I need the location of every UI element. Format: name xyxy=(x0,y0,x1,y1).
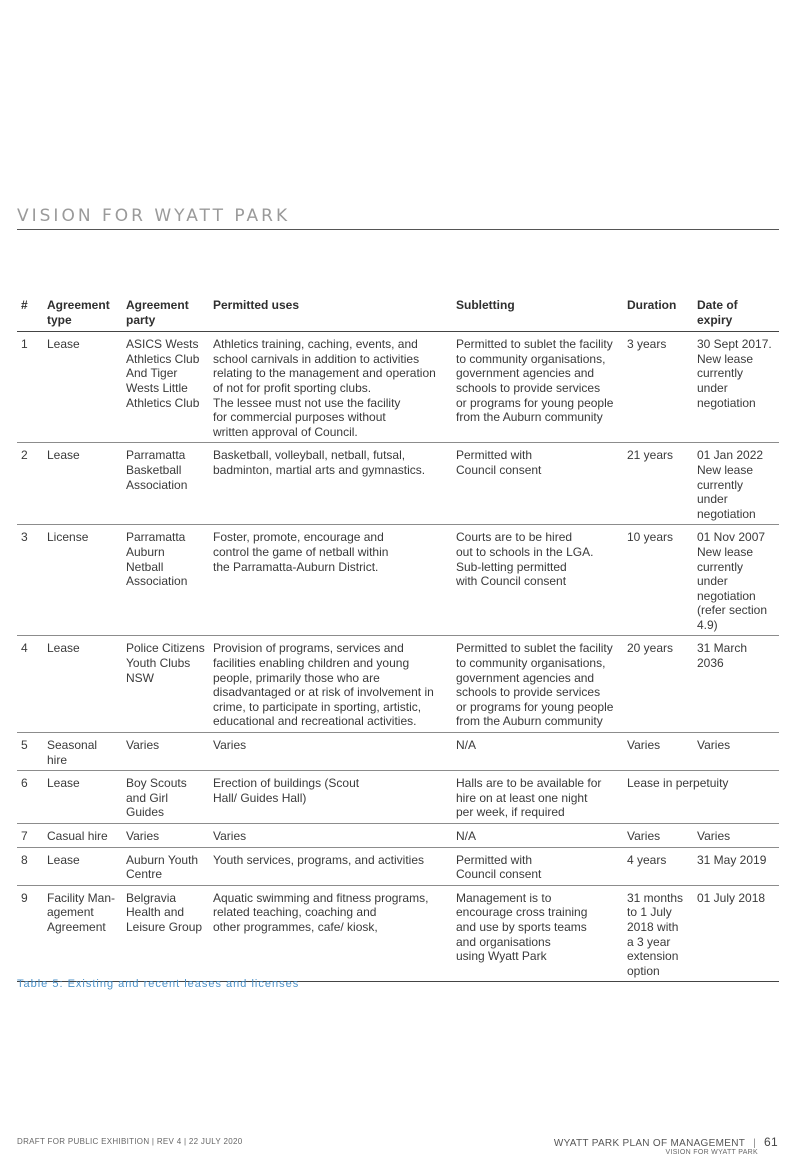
cell-agreement-type: Lease xyxy=(43,443,122,525)
cell-date-of-expiry: 31 March 2036 xyxy=(693,636,779,733)
cell-subletting: Courts are to be hired out to schools in the LGA. Sub-letting permitted with Council consent xyxy=(452,525,623,636)
cell-date-of-expiry: 01 Jan 2022 New lease currently under negotiation xyxy=(693,443,779,525)
cell-agreement-type: Lease xyxy=(43,636,122,733)
header-date-of-expiry xyxy=(693,296,779,332)
header-subletting-label: Subletting xyxy=(456,298,515,312)
cell-number: 6 xyxy=(17,771,43,824)
leases-table xyxy=(17,296,779,982)
header-agreement-party-label: Agreement party xyxy=(126,298,189,327)
footer-doc-title: WYATT PARK PLAN OF MANAGEMENT xyxy=(553,1138,746,1149)
header-permitted-uses-label: Permitted uses xyxy=(213,298,300,312)
cell-date-of-expiry: Varies xyxy=(693,733,779,771)
table-row xyxy=(17,847,779,885)
cell-permitted-uses: Youth services, programs, and activities xyxy=(209,847,452,885)
header-duration xyxy=(623,296,693,332)
cell-number: 9 xyxy=(17,885,43,982)
header-duration-label: Duration xyxy=(627,298,677,312)
cell-permitted-uses: Erection of buildings (Scout Hall/ Guides Hall) xyxy=(209,771,452,824)
cell-agreement-party: Parramatta Basketball Association xyxy=(122,443,209,525)
cell-date-of-expiry: 30 Sept 2017. New lease currently under negotiation xyxy=(693,332,779,443)
cell-agreement-party: Boy Scouts and Girl Guides xyxy=(122,771,209,824)
header-number-label: # xyxy=(21,298,28,312)
cell-duration: 20 years xyxy=(623,636,693,733)
page-number: 61 xyxy=(764,1135,778,1149)
cell-duration: Lease in perpetuity xyxy=(623,771,779,824)
cell-date-of-expiry: Varies xyxy=(693,824,779,848)
table-row xyxy=(17,733,779,771)
cell-duration: 10 years xyxy=(623,525,693,636)
cell-duration: Varies xyxy=(623,824,693,848)
cell-duration: 4 years xyxy=(623,847,693,885)
cell-permitted-uses: Provision of programs, services and facilities enabling children and young people, primarily those who are disadvantaged or at risk of involvement in crime, to participate in sporting, artistic, educational and recreational activities. xyxy=(209,636,452,733)
cell-agreement-type: Lease xyxy=(43,847,122,885)
cell-agreement-type: Seasonal hire xyxy=(43,733,122,771)
cell-subletting: Halls are to be available for hire on at least one night per week, if required xyxy=(452,771,623,824)
cell-number: 1 xyxy=(17,332,43,443)
cell-number: 4 xyxy=(17,636,43,733)
header-number xyxy=(17,296,43,332)
cell-duration: Varies xyxy=(623,733,693,771)
cell-agreement-party: Police Citizens Youth Clubs NSW xyxy=(122,636,209,733)
cell-agreement-party: Belgravia Health and Leisure Group xyxy=(122,885,209,982)
cell-agreement-party: Parramatta Auburn Netball Association xyxy=(122,525,209,636)
cell-permitted-uses: Aquatic swimming and fitness programs, related teaching, coaching and other programmes, cafe/ kiosk, xyxy=(209,885,452,982)
cell-date-of-expiry: 31 May 2019 xyxy=(693,847,779,885)
footer-doc-info xyxy=(554,1135,778,1149)
table-row xyxy=(17,443,779,525)
table-row xyxy=(17,636,779,733)
cell-date-of-expiry: 01 Nov 2007 New lease currently under negotiation (refer section 4.9) xyxy=(693,525,779,636)
header-agreement-type xyxy=(43,296,122,332)
cell-agreement-party: Varies xyxy=(122,824,209,848)
table-row xyxy=(17,824,779,848)
footer-draft-info: DRAFT FOR PUBLIC EXHIBITION | REV 4 | 22 JULY 2020 xyxy=(17,1137,243,1146)
cell-permitted-uses: Athletics training, caching, events, and school carnivals in addition to activities relating to the management and operation of not for profit sporting clubs. The lessee must not use the facility for commercial purposes without written approval of Council. xyxy=(209,332,452,443)
cell-agreement-party: ASICS Wests Athletics Club And Tiger Wests Little Athletics Club xyxy=(122,332,209,443)
cell-agreement-type: License xyxy=(43,525,122,636)
cell-agreement-type: Facility Man- agement Agreement xyxy=(43,885,122,982)
page-heading: VISION FOR WYATT PARK xyxy=(17,206,779,230)
header-permitted-uses xyxy=(209,296,452,332)
cell-subletting: Permitted with Council consent xyxy=(452,443,623,525)
table-row xyxy=(17,332,779,443)
cell-subletting: N/A xyxy=(452,733,623,771)
table-caption: Table 5: Existing and recent leases and licenses xyxy=(17,978,300,990)
header-subletting xyxy=(452,296,623,332)
cell-agreement-type: Casual hire xyxy=(43,824,122,848)
cell-number: 5 xyxy=(17,733,43,771)
cell-permitted-uses: Basketball, volleyball, netball, futsal, badminton, martial arts and gymnastics. xyxy=(209,443,452,525)
cell-subletting: Permitted to sublet the facility to community organisations, government agencies and schools to provide services or programs for young people from the Auburn community xyxy=(452,636,623,733)
header-date-of-expiry-label: Date of expiry xyxy=(697,298,738,327)
table-row xyxy=(17,525,779,636)
cell-subletting: Permitted to sublet the facility to community organisations, government agencies and schools to provide services or programs for young people from the Auburn community xyxy=(452,332,623,443)
cell-agreement-party: Auburn Youth Centre xyxy=(122,847,209,885)
cell-permitted-uses: Varies xyxy=(209,733,452,771)
header-agreement-party xyxy=(122,296,209,332)
cell-agreement-party: Varies xyxy=(122,733,209,771)
cell-date-of-expiry: 01 July 2018 xyxy=(693,885,779,982)
cell-subletting: Management is to encourage cross training and use by sports teams and organisations using Wyatt Park xyxy=(452,885,623,982)
cell-agreement-type: Lease xyxy=(43,332,122,443)
cell-number: 8 xyxy=(17,847,43,885)
cell-permitted-uses: Varies xyxy=(209,824,452,848)
footer-separator: | xyxy=(753,1138,757,1149)
cell-duration: 21 years xyxy=(623,443,693,525)
cell-subletting: N/A xyxy=(452,824,623,848)
cell-duration: 31 months to 1 July 2018 with a 3 year extension option xyxy=(623,885,693,982)
header-agreement-type-label: Agreement type xyxy=(47,298,110,327)
cell-number: 2 xyxy=(17,443,43,525)
cell-duration: 3 years xyxy=(623,332,693,443)
footer-section-name: VISION FOR WYATT PARK xyxy=(665,1149,758,1156)
table-row xyxy=(17,771,779,824)
cell-number: 7 xyxy=(17,824,43,848)
table-header-row xyxy=(17,296,779,332)
cell-number: 3 xyxy=(17,525,43,636)
cell-permitted-uses: Foster, promote, encourage and control the game of netball within the Parramatta-Auburn District. xyxy=(209,525,452,636)
table-row xyxy=(17,885,779,982)
cell-subletting: Permitted with Council consent xyxy=(452,847,623,885)
cell-agreement-type: Lease xyxy=(43,771,122,824)
